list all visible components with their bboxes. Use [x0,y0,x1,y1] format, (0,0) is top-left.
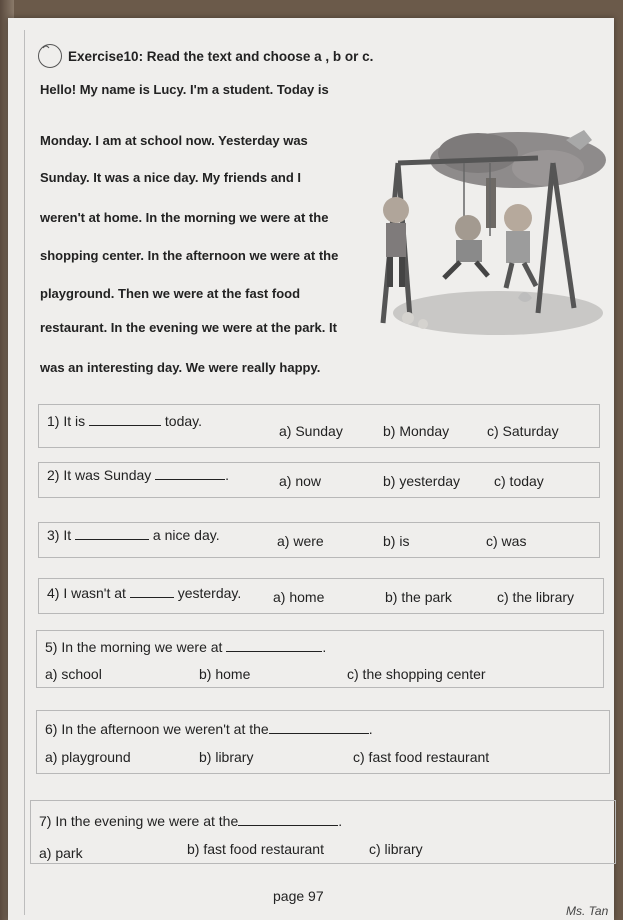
prompt-end: . [225,467,230,483]
option-b[interactable]: b) is [383,533,410,549]
question-prompt [47,585,241,601]
question-2 [38,462,600,498]
exercise-title: Exercise10: Read the text and choose a , b or c. [68,48,374,64]
question-prompt [45,721,373,737]
option-a[interactable]: a) home [273,589,325,605]
child-figure [383,197,409,223]
question-prompt [45,639,326,655]
story-line: restaurant. In the evening we were at the park. It [40,320,337,335]
answer-blank[interactable] [226,651,322,652]
option-c[interactable]: c) fast food restaurant [353,749,490,765]
story-line: shopping center. In the afternoon we were at the [40,248,339,263]
option-b[interactable]: b) home [199,666,251,682]
story-line: playground. Then we were at the fast food [40,286,301,301]
page-number: page 97 [273,888,324,904]
prompt-start: 4) I wasn't at [47,585,126,601]
story-line: was an interesting day. We were really happy. [40,360,321,375]
prompt-end: . [368,721,373,737]
option-a[interactable]: a) were [277,533,324,549]
seal-icon [38,44,62,68]
prompt-start: 7) In the evening we were at the [39,813,239,829]
question-6 [36,710,610,774]
option-c[interactable]: c) the shopping center [347,666,486,682]
exercise-header [38,44,373,68]
prompt-end: . [338,813,343,829]
prompt-start: 5) In the morning we were at [45,639,223,655]
option-a[interactable]: a) playground [45,749,131,765]
question-prompt [47,467,229,483]
question-5 [36,630,604,688]
tree-trunk [486,178,496,228]
child-pushing [504,204,532,232]
answer-blank[interactable] [89,425,161,426]
playground-illustration [368,118,608,343]
question-prompt [47,527,220,543]
question-7 [30,800,616,864]
author-signature: Ms. Tan [566,904,609,918]
option-c[interactable]: c) library [369,841,423,857]
option-a[interactable]: a) Sunday [279,423,343,439]
girl-on-swing [455,215,481,241]
story-line: Monday. I am at school now. Yesterday was [40,133,308,148]
option-b[interactable]: b) fast food restaurant [187,841,324,857]
answer-blank[interactable] [238,825,338,826]
question-1 [38,404,600,448]
option-a[interactable]: a) school [45,666,102,682]
answer-blank[interactable] [155,479,225,480]
prompt-end: a nice day. [152,527,220,543]
prompt-end: today. [164,413,203,429]
prompt-start: 6) In the afternoon we weren't at the [45,721,269,737]
prompt-start: 3) It [47,527,72,543]
option-c[interactable]: c) Saturday [487,423,559,439]
option-a[interactable]: a) park [39,845,83,861]
answer-blank[interactable] [130,597,174,598]
story-line: Hello! My name is Lucy. I'm a student. Today is [40,82,329,97]
option-c[interactable]: c) was [486,533,527,549]
option-b[interactable]: b) yesterday [383,473,461,489]
prompt-end: yesterday. [177,585,242,601]
prompt-start: 1) It is [47,413,86,429]
story-line: weren't at home. In the morning we were at the [40,210,329,225]
prompt-end: . [322,639,327,655]
answer-blank[interactable] [269,733,369,734]
question-4 [38,578,604,614]
option-b[interactable]: b) Monday [383,423,450,439]
option-c[interactable]: c) today [494,473,544,489]
question-3 [38,522,600,558]
question-prompt [39,813,342,829]
story-line: Sunday. It was a nice day. My friends and I [40,170,302,185]
option-a[interactable]: a) now [279,473,322,489]
answer-blank[interactable] [75,539,149,540]
option-b[interactable]: b) library [199,749,254,765]
question-prompt [47,413,202,429]
prompt-start: 2) It was Sunday [47,467,152,483]
option-c[interactable]: c) the library [497,589,575,605]
option-b[interactable]: b) the park [385,589,452,605]
